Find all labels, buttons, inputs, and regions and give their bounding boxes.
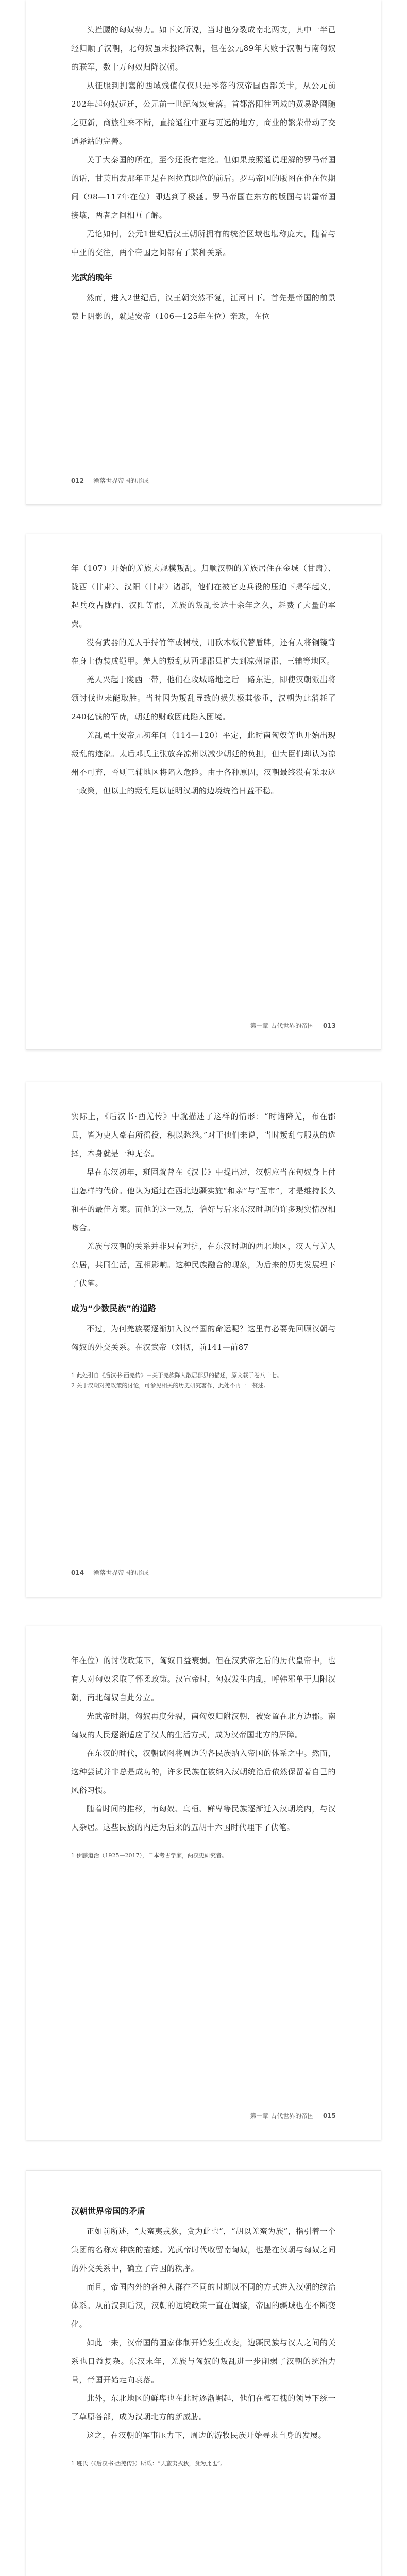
paragraph: 从征服到拥塞的西域残值仅仅只是零落的汉帝国西部关卡，从公元前202年起匈奴远迁，公元前一世纪匈奴衰落。首都洛阳往西域的贸易路网随之更新，商旅往来不断，直接通往中亚与更远的地方，商业的繁荣带动了交通驿站的完善。 (71, 81, 336, 146)
paragraph: 此外，东北地区的鲜卑也在此时逐渐崛起，他们在檀石槐的领导下统一了草原各部，成为汉朝北方的新威胁。 (71, 2394, 336, 2421)
page-5-content (71, 2195, 336, 2469)
paragraph: 这之，在汉朝的军事压力下，周边的游牧民族开始寻求自身的发展。 (87, 2431, 327, 2440)
paragraph: 关于大秦国的所在，至今还没有定论。但如果按照通说理解的罗马帝国的话，甘英出发那年正是在图拉真即位的前后。罗马帝国的版图在他在位期间（98—117年在位）即达到了极盛。罗马帝国在东方的版图与贵霜帝国接壤，两者之间相互了解。 (71, 155, 336, 220)
page-number: 012 (71, 477, 84, 484)
page-4-content (71, 1651, 336, 1861)
paragraph: 正如前所述，“夫蛮夷戎狄，贪为此也”，“胡以羌蛮为族”，指引着一个集团的名称对种族的描述。光武帝时代收留南匈奴，也是在汉朝与匈奴之间的外交关系中，确立了帝国的秩序。 (71, 2227, 336, 2273)
paragraph: 早在东汉初年，班固就曾在《汉书》中提出过，汉朝应当在匈奴身上付出怎样的代价。他认为通过在西北边疆实施“和亲”与“互市”，才是维持长久和平的最佳方案。而他的这一观点，恰好与后来东汉时期的许多现实情况相吻合。 (71, 1167, 336, 1232)
page-number: 013 (323, 1022, 336, 1029)
paragraph: 然而，进入2世纪后，汉王朝突然不复，江河日下。首先是帝国的前景蒙上阴影的，就是安帝（106—125年在位）亲政，在位 (71, 293, 336, 321)
footnote: 1 此处引自《后汉书·西羌传》中关于羌族降人散居郡县的描述，原文载于卷八十七。 (71, 1372, 282, 1379)
paragraph: 随着时间的推移，南匈奴、乌桓、鲜卑等民族逐渐迁入汉朝境内，与汉人杂居。这些民族的内迁为后来的五胡十六国时代埋下了伏笔。 (71, 1804, 336, 1832)
running-title: 湮落世界帝国的形成 (93, 477, 149, 484)
page-footer (250, 1021, 336, 1030)
paragraph: 没有武器的羌人手持竹竿或树枝，用砍木板代替盾牌，还有人将铜镜背在身上伪装成铠甲。羌人的叛乱从西部郡县扩大到凉州诸郡、三辅等地区。 (71, 638, 336, 666)
paragraph: 年在位）的讨伐政策下，匈奴日益衰弱。但在汉武帝之后的历代皇帝中，也有人对匈奴采取了怀柔政策。汉宣帝时，匈奴发生内乱，呼韩邪单于归附汉朝，南北匈奴自此分立。 (71, 1656, 336, 1702)
paragraph: 无论如何，公元1世纪后汉王朝所拥有的统治区域也堪称庞大，随着与中亚的交往，两个帝国之间都有了某种关系。 (71, 229, 336, 257)
book-page-3 (26, 1082, 381, 1597)
book-page-2 (26, 534, 381, 1050)
paragraph: 年（107）开始的羌族大规模叛乱。归顺汉朝的羌族居住在金城（甘肃）、陇西（甘肃）、汉阳（甘肃）诸郡，他们在被官吏兵役的压迫下揭竿起义，起兵攻占陇西、汉阳等郡，羌族的叛乱长达十余年之久，耗费了大量的军费。 (71, 564, 336, 629)
section-heading: 汉朝世界帝国的矛盾 (71, 2206, 146, 2216)
book-page-1 (26, 0, 381, 505)
paragraph: 不过，为何羌族要逐渐加入汉帝国的命运呢？这里有必要先回顾汉朝与匈奴的外交关系。在汉武帝（刘彻，前141—前87 (71, 1324, 336, 1352)
running-title: 第一章 古代世界的帝国 (250, 2112, 314, 2120)
footnote: 2 关于汉朝对羌政策的讨论，可参见相关的历史研究著作，此处不再一一赘述。 (71, 1382, 269, 1389)
page-footer (250, 2111, 336, 2120)
running-title: 第一章 古代世界的帝国 (250, 1022, 314, 1029)
paragraph: 羌族与汉朝的关系并非只有对抗，在东汉时期的西北地区，汉人与羌人杂居，共同生活，互相影响。这种民族融合的现象，为后来的历史发展埋下了伏笔。 (71, 1242, 336, 1288)
page-number: 015 (323, 2112, 336, 2120)
paragraph: 而且，帝国内外的各种人群在不同的时期以不同的方式进入汉朝的统治体系。从前汉到后汉，汉朝的边境政策一直在调整，帝国的疆域也在不断变化。 (71, 2282, 336, 2329)
page-3-content (71, 1107, 336, 1391)
running-title: 湮落世界帝国的形成 (93, 1569, 149, 1577)
section-heading: 成为“少数民族”的道路 (71, 1303, 157, 1313)
paragraph: 如此一来，汉帝国的国家体制开始发生改变，边疆民族与汉人之间的关系也日益复杂。东汉末年，羌族与匈奴的叛乱进一步削弱了汉朝的统治力量，帝国开始走向衰落。 (71, 2338, 336, 2384)
paragraph: 光武帝时期，匈奴再度分裂，南匈奴归附汉朝，被安置在北方边郡。南匈奴的人民逐渐适应了汉人的生活方式，成为汉帝国北方的屏障。 (71, 1711, 336, 1739)
book-page-4 (26, 1626, 381, 2140)
paragraph: 羌人兴起于陇西一带，他们在攻城略地之后一路东进，即使汉朝派出将领讨伐也未能取胜。当时因为叛乱导致的损失极其惨重，汉朝为此消耗了240亿钱的军费，朝廷的财政因此陷入困境。 (71, 675, 336, 721)
page-footer (71, 1568, 149, 1577)
page-footer (71, 476, 149, 485)
section-heading: 光武的晚年 (71, 273, 113, 282)
page-2-content (71, 559, 336, 800)
book-page-5 (26, 2170, 381, 2576)
page-number: 014 (71, 1569, 84, 1577)
paragraph: 头拦腰的匈奴势力。如下文所说，当时也分裂成南北两支，其中一半已经归顺了汉朝，北匈奴虽未投降汉朝，但在公元89年大败于汉朝与南匈奴的联军，数十万匈奴归降汉朝。 (71, 25, 336, 72)
paragraph: 羌乱虽于安帝元初年间（114—120）平定，此时南匈奴等也开始出现叛乱的迹象。太后邓氏主张放弃凉州以减少朝廷的负担，但大臣们却认为凉州不可弃，否则三辅地区将陷入危险。由于各种原因，汉朝最终没有采取这一政策，但以上的叛乱足以证明汉朝的边境统治日益不稳。 (71, 731, 336, 795)
paragraph: 在东汉的时代，汉朝试图将周边的各民族纳入帝国的体系之中。然而，这种尝试并非总是成功的，许多民族在被纳入汉朝统治后依然保留着自己的风俗习惯。 (71, 1749, 336, 1795)
page-1-content (71, 21, 336, 326)
footnote: 1 班氏（《后汉书·西羌传》）所载：“夫蛮夷戎狄，贪为此也”。 (71, 2460, 226, 2467)
footnote: 1 伊藤道治（1925—2017），日本考古学家，两汉史研究者。 (71, 1852, 227, 1859)
paragraph: 实际上，《后汉书·西羌传》中就描述了这样的情形：“时诸降羌，布在郡县，皆为吏人豪右所徭役，积以愁怨。”对于他们来说，当时叛乱与服从的选择，本身就是一种无奈。 (71, 1112, 336, 1158)
